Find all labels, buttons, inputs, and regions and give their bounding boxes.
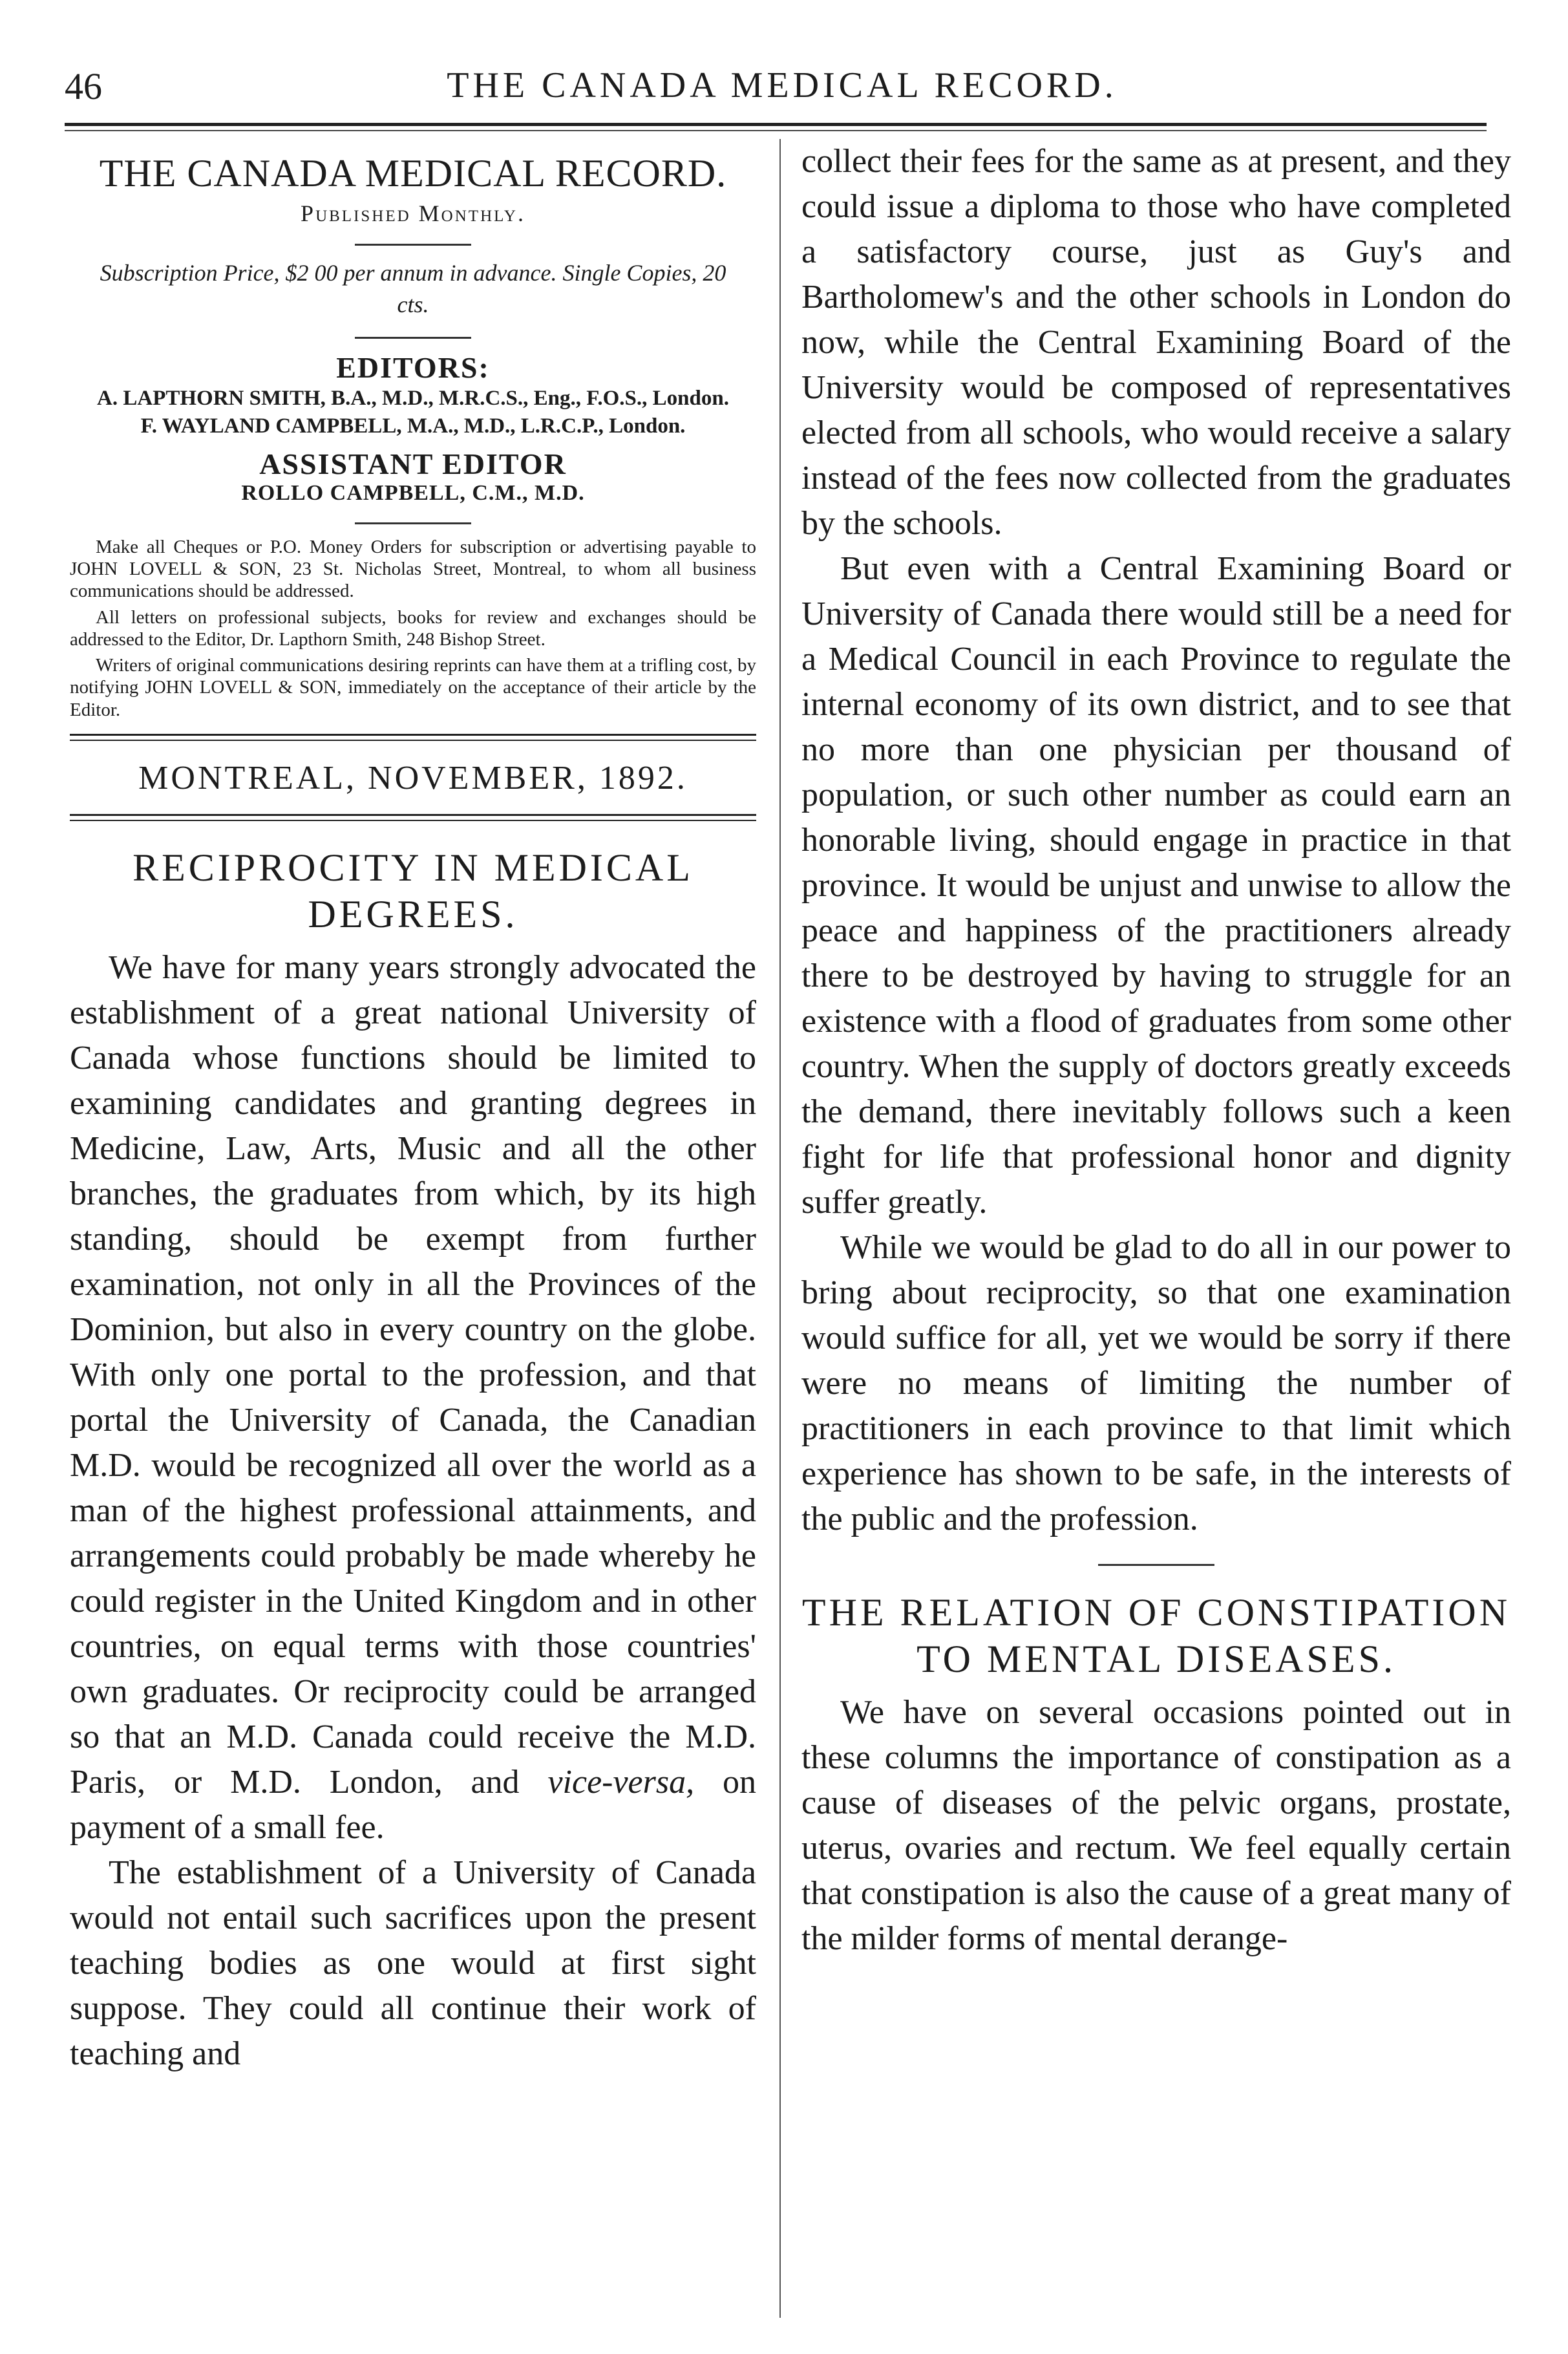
running-header: [65, 52, 1499, 123]
masthead-double-rule: [70, 734, 756, 741]
article-paragraph: We have for many years strongly advocated the establishment of a great national University of Canada whose functions should be limited to examining candidates and granting degrees in Medicine, Law, Arts, Music and all the other branches, the graduates from which, by its high standing, should be exempt from further examination, not only in all the Provinces of the Dominion, but also in every country on the globe. With only one portal to the profession, and that portal the University of Canada, the Canadian M.D. would be recognized all over the world as a man of the highest professional attainments, and arrangements could probably be made whereby he could register in the United Kingdom and in other countries, on equal terms with those countries' own graduates. Or reciprocity could be arranged so that an M.D. Canada could receive the M.D. Paris, or M.D. London, and vice-versa, on payment of a small fee.: [70, 948, 757, 1846]
masthead-title: THE CANADA MEDICAL RECORD.: [99, 152, 727, 195]
article-separator: [1098, 1564, 1214, 1566]
page-number: 46: [65, 65, 102, 107]
letters-notice: All letters on professional subjects, books for review and exchanges should be addressed to the Editor, Dr. Lapthorn Smith, 248 Bishop Street.: [70, 606, 756, 650]
masthead-rule-2: [355, 337, 471, 339]
header-rule-thin: [65, 130, 1487, 131]
article-paragraph: But even with a Central Examining Board or University of Canada there would still be a need for a Medical Council in each Province to regulate the internal economy of its own district, and to see that no more than one physician per thousand of population, or such other number as could earn an honorable living, should engage in practice in that province. It would be unjust and unwise to allow the peace and happiness of the practitioners already there to be destroyed by having to struggle for an existence with a flood of graduates from some other country. When the supply of doctors greatly exceeds the demand, there inevitably follows such a keen fight for life that professional honor and dignity suffer greatly.: [801, 550, 1511, 1221]
assistant-editor-name: ROLLO CAMPBELL, C.M., M.D.: [241, 480, 585, 505]
issue-dateline: MONTREAL, NOVEMBER, 1892.: [138, 759, 688, 797]
article-paragraph: While we would be glad to do all in our power to bring about reciprocity, so that one examination would suffice for all, yet we would be sorry if there were no means of limiting the number of practitioners in each province to that limit which experience has shown to be safe, in the interests of the public and the profession.: [801, 1229, 1511, 1537]
editor-name: A. LAPTHORN SMITH, B.A., M.D., M.R.C.S., Eng., F.O.S., London.: [97, 387, 729, 411]
column-divider: [779, 139, 781, 2318]
italic-term: vice-versa,: [547, 1763, 695, 1801]
reprints-notice: Writers of original communications desiring reprints can have them at a trifling cost, by notifying JOHN LOVELL & SON, immediately on the acceptance of their article by the Editor.: [70, 655, 756, 720]
running-title: THE CANADA MEDICAL RECORD.: [447, 65, 1118, 105]
right-column: [801, 139, 1511, 1962]
article-paragraph: The establishment of a University of Canada would not entail such sacrifices upon the present teaching bodies as one would at first sight suppose. They could all continue their work of teaching and: [70, 1854, 756, 2072]
article-paragraph: We have on several occasions pointed out in these columns the importance of constipation as a cause of diseases of the pelvic organs, prostate, uterus, ovaries and rectum. We feel equally certain that constipation is also the cause of a great many of the milder forms of mental derange-: [801, 1694, 1511, 1957]
article-title: THE RELATION OF CONSTIPATION TO MENTAL DISEASES.: [801, 1591, 1511, 1680]
dateline-double-rule: [70, 814, 756, 821]
left-column: [70, 139, 756, 2077]
masthead-rule-3: [355, 522, 471, 524]
article-title: RECIPROCITY IN MEDICAL DEGREES.: [132, 846, 694, 936]
masthead-rule: [355, 244, 471, 246]
assistant-editor-heading: ASSISTANT EDITOR: [259, 447, 567, 480]
editors-heading: EDITORS:: [336, 351, 490, 385]
masthead-subtitle: Published Monthly.: [301, 200, 525, 226]
editor-name: F. WAYLAND CAMPBELL, M.A., M.D., L.R.C.P., London.: [140, 414, 686, 438]
business-notice: Make all Cheques or P.O. Money Orders for subscription or advertising payable to JOHN LOVELL & SON, 23 St. Nicholas Street, Montreal, to whom all business communications should be addressed.: [70, 536, 756, 602]
header-rule: [65, 123, 1487, 126]
subscription-price: Subscription Price, $2 00 per annum in advance. Single Copies, 20 cts.: [100, 260, 726, 317]
article-paragraph-continued: collect their fees for the same as at present, and they could issue a diploma to those who have completed a satisfactory course, just as Guy's and Bartholomew's and the other schools in London do now, while the Central Examining Board of the University would be composed of representatives elected from all schools, who would receive a salary instead of the fees now collected from the graduates by the schools.: [801, 143, 1511, 542]
